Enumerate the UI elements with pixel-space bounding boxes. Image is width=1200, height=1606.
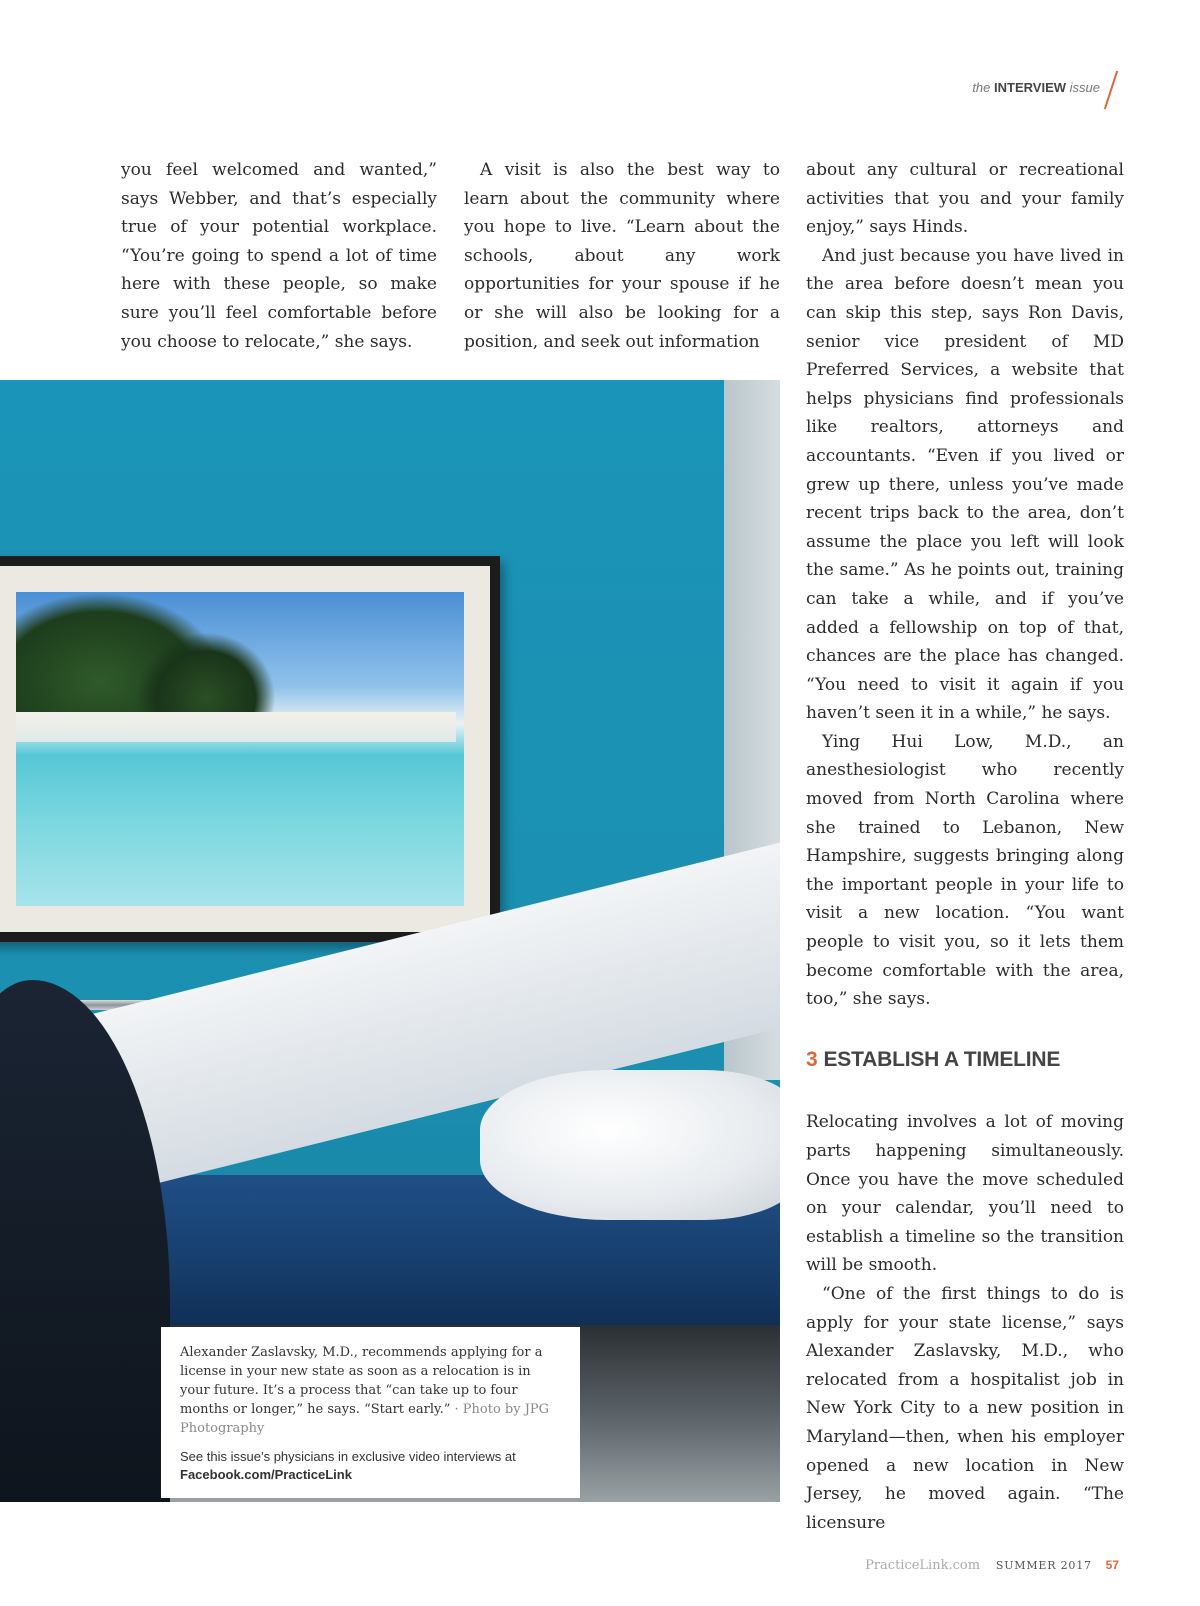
column-2: [464, 156, 780, 356]
caption-text: Alexander Zaslavsky, M.D., recommends applying for a license in your new state as soon as a relocation is in your future. It’s a process that “can take up to four months or longer,” he says. “Start early.”: [180, 1345, 543, 1417]
footer-site: PracticeLink.com: [865, 1558, 981, 1573]
column-1: [121, 156, 437, 356]
framed-beach-picture: [0, 556, 500, 942]
footer-season: SUMMER 2017: [995, 1559, 1092, 1572]
page-number: 57: [1105, 1558, 1119, 1572]
col2-paragraph-1: A visit is also the best way to learn about the community where you hope to live. “Learn about the schools, about any work opportunities for your spouse if he or she will also be looking for a position, and seek out information: [464, 160, 780, 352]
header-strong: INTERVIEW: [994, 80, 1067, 95]
section-heading: [806, 1046, 1124, 1075]
issue-header: [972, 80, 1100, 95]
photo-credit: · Photo by JPG Photography: [180, 1402, 550, 1436]
section-number: 3: [806, 1047, 818, 1071]
page-footer: [865, 1558, 1119, 1573]
video-promo: [180, 1448, 562, 1484]
header-slash-decoration: [1104, 71, 1118, 110]
section-title: ESTABLISH A TIMELINE: [823, 1047, 1061, 1071]
caption-text-block: [180, 1343, 562, 1438]
header-post: issue: [1069, 80, 1100, 95]
col3-paragraph-4: Relocating involves a lot of moving parts happening simultaneously. Once you have the move scheduled on your calendar, you’ll need to establish a timeline so the transition will be smooth.: [806, 1112, 1124, 1276]
col3-paragraph-5: “One of the first things to do is apply for your state license,” says Alexander Zaslavsky, M.D., who relocated from a hospitalist job in New York City to a new position in Maryland—then, when his employer opened a new location in New Jersey, he moved again. “The licensure: [806, 1283, 1124, 1533]
pillow: [480, 1070, 780, 1220]
video-text: See this issue’s physicians in exclusive video interviews at: [180, 1449, 516, 1464]
col3-paragraph-2: And just because you have lived in the area before doesn’t mean you can skip this step, says Ron Davis, senior vice president of MD Preferred Services, a website that helps physicians find professionals like realtors, attorneys and accountants. “Even if you lived or grew up there, unless you’ve made recent trips back to the area, don’t assume the place you left will look the same.” As he points out, training can take a while, and if you’ve added a fellowship on top of that, chances are the place has changed. “You need to visit it again if you haven’t seen it in a while,” he says.: [806, 245, 1124, 724]
col1-paragraph-1: you feel welcomed and wanted,” says Webber, and that’s especially true of your potential workplace. “You’re going to spend a lot of time here with these people, so make sure you’ll feel comfortable before you choose to relocate,” she says.: [121, 160, 437, 352]
header-pre: the: [972, 80, 991, 95]
column-3: [806, 156, 1124, 1537]
col3-paragraph-1: about any cultural or recreational activities that you and your family enjoy,” says Hinds.: [806, 160, 1124, 238]
beach-scene: [16, 592, 464, 906]
picture-mat: [0, 566, 490, 932]
beach-sand: [16, 712, 456, 742]
photo-caption: [161, 1327, 580, 1498]
facebook-link[interactable]: Facebook.com/PracticeLink: [180, 1467, 352, 1482]
col3-paragraph-3: Ying Hui Low, M.D., an anesthesiologist who recently moved from North Carolina where she trained to Lebanon, New Hampshire, suggests bringing along the important people in your life to visit a new location. “You want people to visit you, so it lets them become comfortable with the area, too,” she says.: [806, 731, 1124, 1010]
